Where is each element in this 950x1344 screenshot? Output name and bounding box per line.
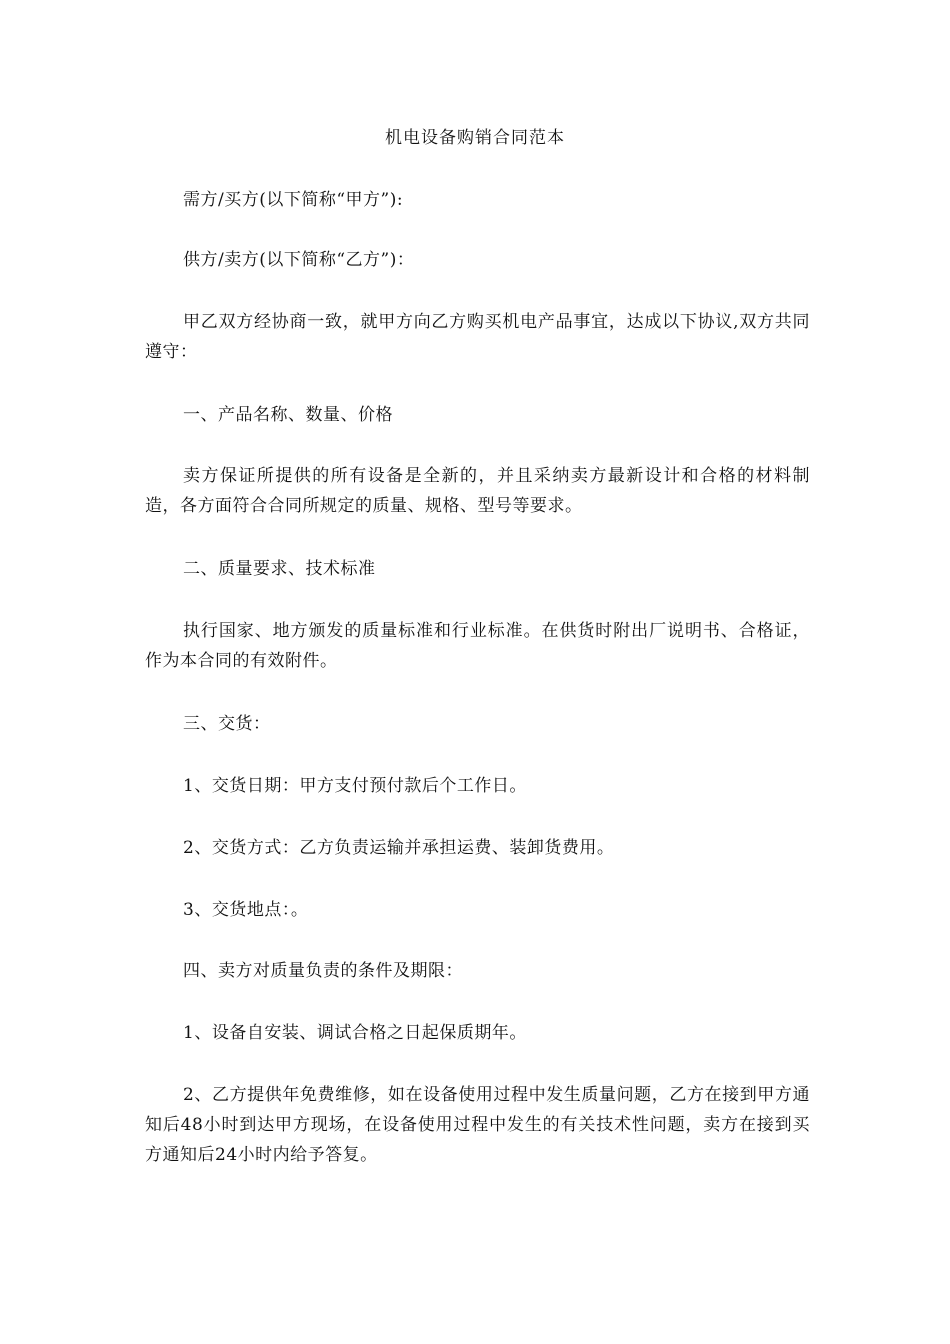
section-heading-4: 四、卖方对质量负责的条件及期限： xyxy=(183,961,463,981)
warranty-item-2: 2、乙方提供年免费维修，如在设备使用过程中发生质量问题，乙方在接到甲方通知后48小时到达甲方现场，在设备使用过程中发生的有关技术性问题，卖方在接到买方通知后24小时内给予答复。 xyxy=(145,1085,810,1165)
agreement-intro: 甲乙双方经协商一致，就甲方向乙方购买机电产品事宜，达成以下协议,双方共同遵守： xyxy=(145,312,810,362)
delivery-method-item: 2、交货方式：乙方负责运输并承担运费、装卸货费用。 xyxy=(183,838,615,858)
delivery-date-item: 1、交货日期：甲方支付预付款后个工作日。 xyxy=(183,776,527,796)
section-heading-1: 一、产品名称、数量、价格 xyxy=(183,405,393,425)
buyer-line: 需方/买方(以下简称“甲方”): xyxy=(183,190,404,210)
section-heading-3: 三、交货： xyxy=(183,714,271,734)
section-2-body: 执行国家、地方颁发的质量标准和行业标准。在供货时附出厂说明书、合格证，作为本合同的有效附件。 xyxy=(145,621,810,671)
document-title: 机电设备购销合同范本 xyxy=(385,128,565,148)
section-1-body: 卖方保证所提供的所有设备是全新的，并且采纳卖方最新设计和合格的材料制造，各方面符合合同所规定的质量、规格、型号等要求。 xyxy=(145,466,810,516)
section-heading-2: 二、质量要求、技术标准 xyxy=(183,559,376,579)
warranty-item-1: 1、设备自安装、调试合格之日起保质期年。 xyxy=(183,1023,527,1043)
delivery-place-item: 3、交货地点：。 xyxy=(183,900,309,920)
seller-line: 供方/卖方(以下简称“乙方”)： xyxy=(183,250,415,270)
